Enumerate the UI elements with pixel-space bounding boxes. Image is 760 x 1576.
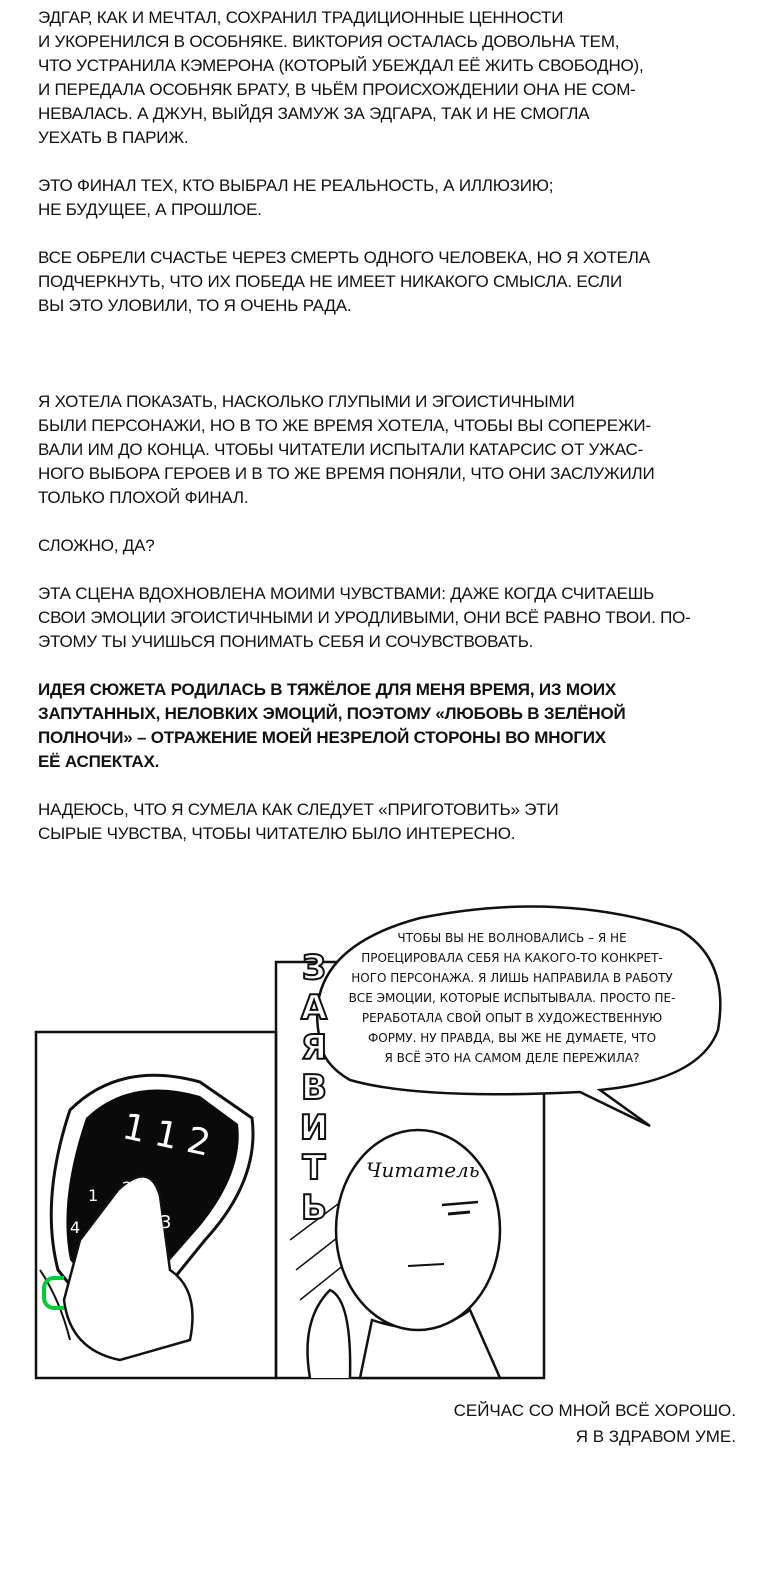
text-block-1 [38, 6, 738, 150]
phone-key: 2 [122, 1178, 133, 1197]
footer-line-2: Я В ЗДРАВОМ УМЕ. [575, 1427, 736, 1446]
sfx-letter: Ь [301, 1188, 327, 1228]
phone-key: 5 [104, 1238, 116, 1259]
sfx-letter: Т [302, 1148, 326, 1188]
paragraph-3: ВСЕ ОБРЕЛИ СЧАСТЬЕ ЧЕРЕЗ СМЕРТЬ ОДНОГО ЧЕЛОВЕКА, НО Я ХОТЕЛА ПОДЧЕРКНУТЬ, ЧТО ИХ ПОБЕДА НЕ ИМЕЕТ НИКАКОГО СМЫСЛА. ЕСЛИ ВЫ ЭТО УЛОВИЛИ, ТО Я ОЧЕНЬ РАДА. [38, 248, 650, 315]
paragraph-1: ЭДГАР, КАК И МЕЧТАЛ, СОХРАНИЛ ТРАДИЦИОННЫЕ ЦЕННОСТИ И УКОРЕНИЛСЯ В ОСОБНЯКЕ. ВИКТОРИЯ ОСТАЛАСЬ ДОВОЛЬНА ТЕМ, ЧТО УСТРАНИЛА КЭМЕРОНА (КОТОРЫЙ УБЕЖДАЛ ЕЁ ЖИТЬ СВОБОДНО), И ПЕРЕДАЛА ОСОБНЯК БРАТУ, В ЧЬЁМ ПРОИСХОЖДЕНИИ ОНА НЕ СОМ- НЕВАЛАСЬ. А ДЖУН, ВЫЙДЯ ЗАМУЖ ЗА ЭДГАРА, ТАК И НЕ СМОГЛА УЕХАТЬ В ПАРИЖ. [38, 8, 644, 147]
footer-note [454, 1398, 736, 1450]
paragraph-8: НАДЕЮСЬ, ЧТО Я СУМЕЛА КАК СЛЕДУЕТ «ПРИГОТОВИТЬ» ЭТИ СЫРЫЕ ЧУВСТВА, ЧТОБЫ ЧИТАТЕЛЮ БЫЛО ИНТЕРЕСНО. [38, 800, 559, 843]
sfx-letter: З [301, 948, 327, 988]
text-block-4 [38, 390, 738, 510]
speech-bubble-text: ЧТОБЫ ВЫ НЕ ВОЛНОВАЛИСЬ – Я НЕ ПРОЕЦИРОВАЛА СЕБЯ НА КАКОГО-ТО КОНКРЕТ- НОГО ПЕРСОНАЖА. Я ЛИШЬ НАПРАВИЛА В РАБОТУ ВСЕ ЭМОЦИИ, КОТОРЫЕ ИСПЫТЫВАЛА. ПРОСТО ПЕ- РЕРАБОТАЛА СВОЙ ОПЫТ В ХУДОЖЕСТВЕННУЮ ФОРМУ. НУ ПРАВДА, ВЫ ЖЕ НЕ ДУМАЕТЕ, ЧТО Я ВСЁ ЭТО НА САМОМ ДЕЛЕ ПЕРЕЖИЛА? [348, 931, 676, 1065]
text-block-3 [38, 246, 738, 318]
call-icon [42, 1276, 64, 1310]
paragraph-7: ИДЕЯ СЮЖЕТА РОДИЛАСЬ В ТЯЖЁЛОЕ ДЛЯ МЕНЯ ВРЕМЯ, ИЗ МОИХ ЗАПУТАННЫХ, НЕЛОВКИХ ЭМОЦИЙ, ПОЭТОМУ «ЛЮБОВЬ В ЗЕЛЁНОЙ ПОЛНОЧИ» – ОТРАЖЕНИЕ МОЕЙ НЕЗРЕЛОЙ СТОРОНЫ ВО МНОГИХ ЕЁ АСПЕКТАХ. [38, 680, 626, 771]
phone-key: 3 [160, 1212, 172, 1233]
phone-display: 112 [118, 1106, 224, 1167]
call-sound-effect [292, 948, 336, 1228]
reader-label: Читатель [366, 1158, 480, 1182]
sfx-letter: В [301, 1068, 327, 1108]
text-block-5 [38, 534, 738, 558]
phone-key: 8 [112, 1280, 123, 1299]
sfx-letter: И [299, 1108, 329, 1148]
phone-key: 4 [70, 1218, 81, 1237]
footer-line-1: СЕЙЧАС СО МНОЙ ВСЁ ХОРОШО. [453, 1401, 736, 1420]
paragraph-4: Я ХОТЕЛА ПОКАЗАТЬ, НАСКОЛЬКО ГЛУПЫМИ И ЭГОИСТИЧНЫМИ БЫЛИ ПЕРСОНАЖИ, НО В ТО ЖЕ ВРЕМЯ ХОТЕЛА, ЧТОБЫ ВЫ СОПЕРЕЖИ- ВАЛИ ИМ ДО КОНЦА. ЧТОБЫ ЧИТАТЕЛИ ИСПЫТАЛИ КАТАРСИС ОТ УЖАС- НОГО ВЫБОРА ГЕРОЕВ И В ТО ЖЕ ВРЕМЯ ПОНЯЛИ, ЧТО ОНИ ЗАСЛУЖИЛИ ТОЛЬКО ПЛОХОЙ ФИНАЛ. [38, 392, 655, 507]
sfx-letter: Я [300, 1028, 328, 1068]
sfx-letter: А [300, 988, 328, 1028]
paragraph-6: ЭТА СЦЕНА ВДОХНОВЛЕНА МОИМИ ЧУВСТВАМИ: ДАЖЕ КОГДА СЧИТАЕШЬ СВОИ ЭМОЦИИ ЭГОИСТИЧНЫМИ И УРОДЛИВЫМИ, ОНИ ВСЁ РАВНО ТВОИ. ПО- ЭТОМУ ТЫ УЧИШЬСЯ ПОНИМАТЬ СЕБЯ И СОЧУВСТВОВАТЬ. [38, 584, 691, 651]
phone-key: 6 [138, 1252, 149, 1271]
text-block-6 [38, 582, 738, 654]
text-block-8 [38, 798, 738, 846]
paragraph-5: СЛОЖНО, ДА? [38, 536, 155, 555]
paragraph-2: ЭТО ФИНАЛ ТЕХ, КТО ВЫБРАЛ НЕ РЕАЛЬНОСТЬ, А ИЛЛЮЗИЮ; НЕ БУДУЩЕЕ, А ПРОШЛОЕ. [38, 176, 554, 219]
phone-key: 9 [132, 1296, 143, 1315]
phone-key: 7 [86, 1262, 97, 1281]
text-block-7 [38, 678, 738, 774]
phone-key: 1 [88, 1186, 99, 1205]
text-block-2 [38, 174, 738, 222]
